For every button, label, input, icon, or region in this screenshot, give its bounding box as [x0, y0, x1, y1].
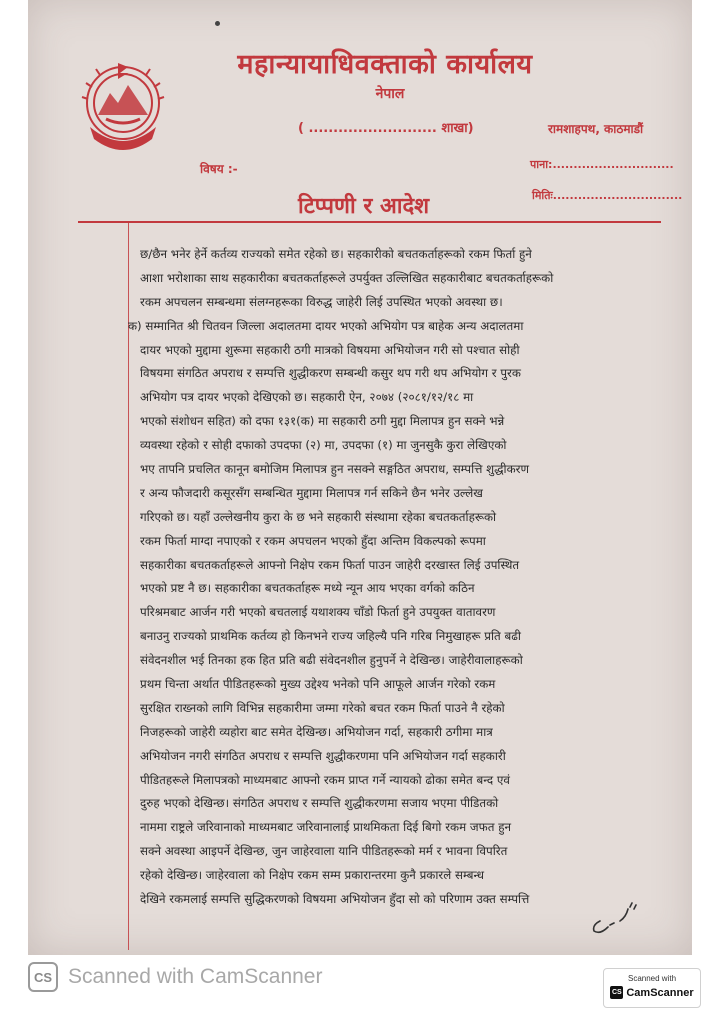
- body-line: भएको प्रष्ट नै छ। सहकारीका बचतकर्ताहरू मध्ये न्यून आय भएका वर्गको कठिन: [140, 581, 475, 596]
- camscanner-mini-icon: CS: [610, 986, 623, 999]
- branch-field: ( .......................... शाखा): [298, 121, 474, 136]
- camscanner-text: Scanned with CamScanner: [68, 965, 323, 988]
- body-line: दुरुह भएको देखिन्छ। संगठित अपराध र सम्पत्ति शुद्धीकरणमा सजाय भएमा पीडितको: [140, 796, 499, 811]
- body-line: प्रथम चिन्ता अर्थात पीडितहरूको मुख्य उद्देश्य भनेको पनि आफूले आर्जन गरेको रकम: [140, 677, 496, 692]
- body-line: संवेदनशील भई तिनका हक हित प्रति बढी संवेदनशील हुनुपर्ने ने देखिन्छ। जाहेरीवालाहरूको: [140, 653, 523, 668]
- body-line: आशा भरोशाका साथ सहकारीका बचतकर्ताहरूले उपर्युक्त उल्लिखित सहकारीबाट बचतकर्ताहरूको: [140, 270, 554, 285]
- body-line: गरिएको छ। यहाँ उल्लेखनीय कुरा के छ भने सहकारी संस्थामा रहेका बचतकर्ताहरूको: [140, 509, 497, 524]
- document-title: टिप्पणी र आदेश: [298, 194, 430, 219]
- body-line: दायर भएको मुद्दामा शुरूमा सहकारी ठगी मात्रको विषयमा अभियोजन गरी सो पश्चात सोही: [140, 342, 520, 357]
- body-line: रहेको देखिन्छ। जाहेरवाला को निक्षेप रकम सम्म प्रकारान्तरमा कुनै प्रकारले सम्बन्ध: [140, 868, 485, 883]
- country-name: नेपाल: [375, 86, 405, 102]
- body-line: देखिने रकमलाई सम्पत्ति सुद्धिकरणको विषयमा अभियोजन हुँदा सो को परिणाम उक्त सम्पत्ति: [140, 892, 530, 907]
- body-line: भए तापनि प्रचलित कानून बमोजिम मिलापत्र हुन नसक्ने सङ्गठित अपराध, सम्पत्ति शुद्धीकरण: [140, 462, 530, 477]
- body-line: बनाउनु राज्यको प्राथमिक कर्तव्य हो किनभने राज्य जहिल्यै पनि गरिब निमुखाहरू प्रति बढी: [140, 629, 521, 644]
- body-line: रकम फिर्ता माग्दा नपाएको र रकम अपचलन भएको हुँदा अन्तिम विकल्पको रूपमा: [140, 533, 486, 548]
- body-line: र अन्य फौजदारी कसूरसँग सम्बन्धित मुद्दामा मिलापत्र गर्न सकिने छैन भनेर उल्लेख: [140, 485, 483, 500]
- body-line: सहकारीका बचतकर्ताहरूले आफ्नो निक्षेप रकम फिर्ता पाउन जाहेरी दरखास्त लिई उपस्थित: [140, 557, 520, 572]
- badge-brand-name: CamScanner: [626, 986, 694, 999]
- initials-signature-icon: [586, 895, 656, 935]
- letterhead-paper: [28, 0, 692, 955]
- office-title: महान्यायाधिवक्ताको कार्यालय: [237, 49, 533, 80]
- camscanner-logo-icon: CS: [28, 962, 58, 992]
- body-line: निजहरूको जाहेरी व्यहोरा बाट समेत देखिन्छ। अभियोजन गर्दा, सहकारी ठगीमा मात्र: [140, 724, 493, 739]
- body-line: अभियोजन नगरी संगठित अपराध र सम्पत्ति शुद्धीकरणमा पनि अभियोजन गर्दा सहकारी: [140, 748, 506, 763]
- badge-brand: [604, 986, 700, 999]
- header-rule: [78, 221, 661, 223]
- body-line: पीडितहरूले मिलापत्रको माध्यमबाट आफ्नो रकम प्राप्त गर्ने न्यायको ढोका समेत बन्द एवं: [140, 772, 510, 787]
- note-body: [128, 243, 656, 912]
- body-line: छ/छैन भनेर हेर्ने कर्तव्य राज्यको समेत रहेको छ। सहकारीको बचतकर्ताहरूको रकम फिर्ता हुने: [140, 247, 532, 261]
- body-line: व्यवस्था रहेको र सोही दफाको उपदफा (२) मा, उपदफा (१) मा जुनसुकै कुरा लेखिएको: [140, 438, 507, 453]
- body-line: अभियोग पत्र दायर भएको देखिएको छ। सहकारी ऐन, २०७४ (२०८१/१२/१८ मा: [140, 390, 474, 405]
- body-line: क) सम्मानित श्री चितवन जिल्ला अदालतमा दायर भएको अभियोग पत्र बाहेक अन्य अदालतमा: [128, 318, 524, 333]
- body-line: सक्ने अवस्था आइपर्ने देखिन्छ, जुन जाहेरवाला यानि पीडितहरूको मर्म र भावना विपरित: [140, 844, 508, 859]
- body-line: भएको संशोधन सहित) को दफा १३१(क) मा सहकारी ठगी मुद्दा मिलापत्र हुन सक्ने भन्ने: [140, 414, 505, 429]
- camscanner-watermark: [28, 962, 322, 992]
- badge-caption: Scanned with: [627, 974, 677, 983]
- camscanner-badge: [603, 968, 701, 1008]
- body-line: सुरक्षित राख्नको लागि विभिन्न सहकारीमा जम्मा गरेको बचत रकम फिर्ता पाउने नै रहेको: [140, 700, 505, 715]
- body-line: विषयमा संगठित अपराध र सम्पत्ति शुद्धीकरण सम्बन्धी कसुर थप गरी थप अभियोग र पुरक: [140, 366, 521, 381]
- body-line: नाममा राष्ट्रले जरिवानाको माध्यमबाट जरिवानालाई प्राथमिकता दिई बिगो रकम जफत हुन: [140, 820, 512, 835]
- page-number-field: पाना:.............................: [530, 158, 674, 171]
- date-field: मितिः...............................: [532, 189, 683, 202]
- body-line: परिश्रमबाट आर्जन गरी भएको बचतलाई यथाशक्य चाँडो फिर्ता हुने उपयुक्त वातावरण: [140, 605, 496, 620]
- office-location: रामशाहपथ, काठमाडौं: [548, 122, 644, 136]
- nepal-emblem-icon: [78, 57, 168, 157]
- subject-label: विषय :-: [200, 162, 238, 176]
- paper-speck: [215, 21, 220, 26]
- body-line: रकम अपचलन सम्बन्धमा संलग्नहरूका विरुद्ध जाहेरी लिई उपस्थित भएको अवस्था छ।: [140, 294, 503, 309]
